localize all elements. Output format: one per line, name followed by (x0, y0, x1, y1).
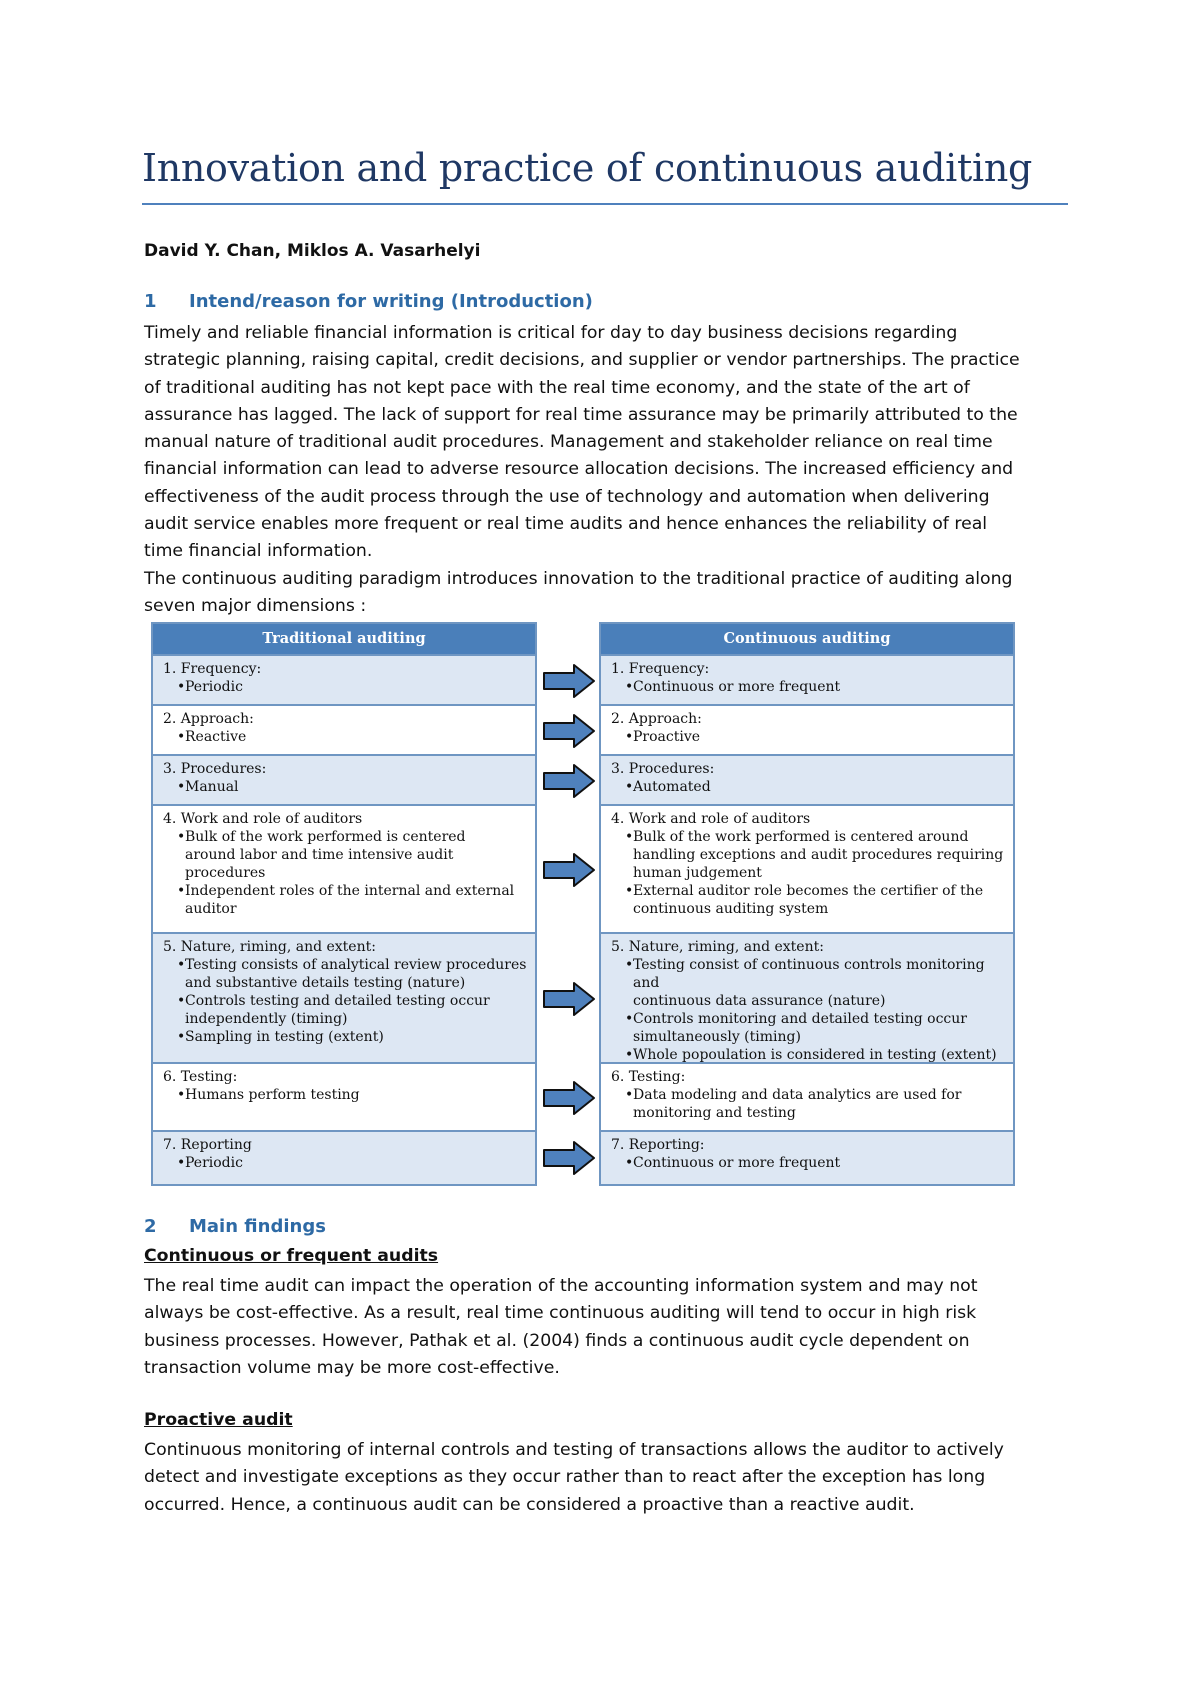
page-title: Innovation and practice of continuous auditing (142, 146, 1033, 190)
title-underline (142, 203, 1068, 205)
bullet-item: • Continuous or more frequent (611, 678, 1005, 696)
body-line: manual nature of traditional audit procedures. Management and stakeholder reliance on real time (144, 432, 993, 453)
bullet-item: • Testing consist of continuous controls monitoring and (611, 956, 1005, 992)
table-header: Traditional auditing (153, 624, 535, 656)
body-line: of traditional auditing has not kept pace with the real time economy, and the state of the art of (144, 377, 970, 398)
body-line: business processes. However, Pathak et al. (2004) finds a continuous audit cycle dependent on (144, 1330, 970, 1351)
bullet-item: • Controls testing and detailed testing occur (163, 992, 527, 1010)
row-label: 1. Frequency: (611, 661, 710, 677)
subheading-proactive-audit: Proactive audit (144, 1410, 293, 1430)
right-arrow-icon (542, 1140, 596, 1176)
row-label: 4. Work and role of auditors (163, 811, 363, 827)
body-line: occurred. Hence, a continuous audit can be considered a proactive than a reactive audit. (144, 1494, 915, 1515)
section-1-heading (144, 291, 593, 312)
bullet-item: • Automated (611, 778, 1005, 796)
section-1-body (144, 320, 1074, 620)
body-line: Timely and reliable financial information is critical for day to day business decisions regarding (144, 323, 958, 343)
row-label: 5. Nature, riming, and extent: (611, 939, 824, 955)
table-header: Continuous auditing (601, 624, 1013, 656)
bullet-continuation: and substantive details testing (nature) (185, 975, 466, 991)
bullet-item: • Continuous or more frequent (611, 1154, 1005, 1172)
row-label: 3. Procedures: (163, 761, 267, 777)
continuous-auditing-table (599, 622, 1015, 1186)
bullet-item: • Bulk of the work performed is centered around (611, 828, 1005, 846)
row-label: 4. Work and role of auditors (611, 811, 811, 827)
body-line: always be cost-effective. As a result, real time continuous auditing will tend to occur in high risk (144, 1303, 977, 1324)
bullet-continuation: monitoring and testing (633, 1105, 796, 1121)
row-label: 2. Approach: (611, 711, 702, 727)
bullet-continuation: continuous auditing system (633, 901, 829, 917)
bullet-item: • External auditor role becomes the certifier of the (611, 882, 1005, 900)
bullet-continuation: simultaneously (timing) (633, 1029, 801, 1045)
table-row (601, 806, 1013, 934)
row-label: 5. Nature, riming, and extent: (163, 939, 376, 955)
table-row (153, 934, 535, 1064)
right-arrow-icon (542, 852, 596, 888)
bullet-item: • Testing consists of analytical review procedures (163, 956, 527, 974)
bullet-item: • Bulk of the work performed is centered (163, 828, 527, 846)
bullet-item: • Sampling in testing (extent) (163, 1028, 527, 1046)
section-1-title: Intend/reason for writing (Introduction) (189, 291, 593, 312)
right-arrow-icon (542, 713, 596, 749)
body-line: transaction volume may be more cost-effective. (144, 1357, 560, 1378)
bullet-continuation: continuous data assurance (nature) (633, 993, 886, 1009)
bullet-item: • Proactive (611, 728, 1005, 746)
table-row (601, 1064, 1013, 1132)
bullet-item: • Data modeling and data analytics are used for (611, 1086, 1005, 1104)
body-line: effectiveness of the audit process through the use of technology and automation when delivering (144, 486, 990, 507)
body-line: strategic planning, raising capital, credit decisions, and supplier or vendor partnerships. The practice (144, 350, 1020, 371)
row-label: 1. Frequency: (163, 661, 262, 677)
subheading-continuous-audits: Continuous or frequent audits (144, 1246, 439, 1266)
body-line: financial information can lead to adverse resource allocation decisions. The increased efficiency and (144, 459, 1014, 480)
table-row (601, 706, 1013, 756)
right-arrow-icon (542, 1080, 596, 1116)
table-row (153, 756, 535, 806)
section-1-number: 1 (144, 291, 157, 312)
table-row (601, 756, 1013, 806)
bullet-item: • Periodic (163, 1154, 527, 1172)
bullet-item: • Periodic (163, 678, 527, 696)
bullet-continuation: human judgement (633, 865, 762, 881)
bullet-item: • Controls monitoring and detailed testing occur (611, 1010, 1005, 1028)
body-line: Continuous monitoring of internal controls and testing of transactions allows the auditor to actively (144, 1440, 1004, 1460)
bullet-continuation: auditor (185, 901, 237, 917)
body-line: The real time audit can impact the operation of the accounting information system and may not (144, 1276, 978, 1296)
bullet-item: • Humans perform testing (163, 1086, 527, 1104)
row-label: 6. Testing: (163, 1069, 238, 1085)
body-line: time financial information. (144, 541, 373, 562)
bullet-continuation: handling exceptions and audit procedures requiring (633, 847, 1004, 863)
table-row (153, 1132, 535, 1184)
body-line: detect and investigate exceptions as they occur rather than to react after the exception has long (144, 1467, 986, 1488)
body-line: The continuous auditing paradigm introduces innovation to the traditional practice of auditing along (144, 568, 1013, 589)
right-arrow-icon (542, 981, 596, 1017)
row-label: 2. Approach: (163, 711, 254, 727)
body-line: audit service enables more frequent or real time audits and hence enhances the reliability of real (144, 514, 988, 535)
bullet-item: • Whole popoulation is considered in testing (extent) (611, 1046, 1005, 1064)
section-2-title: Main findings (189, 1216, 326, 1237)
table-row (601, 656, 1013, 706)
right-arrow-icon (542, 663, 596, 699)
body-line: assurance has lagged. The lack of support for real time assurance may be primarily attributed to the (144, 404, 1018, 425)
row-label: 6. Testing: (611, 1069, 686, 1085)
table-row (153, 806, 535, 934)
table-row (601, 934, 1013, 1064)
bullet-item: • Reactive (163, 728, 527, 746)
section-2-number: 2 (144, 1216, 157, 1237)
traditional-auditing-table (151, 622, 537, 1186)
continuous-audits-body (144, 1273, 1074, 1382)
right-arrow-icon (542, 763, 596, 799)
row-label: 7. Reporting (163, 1137, 252, 1153)
authors: David Y. Chan, Miklos A. Vasarhelyi (144, 241, 481, 261)
row-label: 7. Reporting: (611, 1137, 705, 1153)
bullet-item: • Manual (163, 778, 527, 796)
body-line: seven major dimensions : (144, 595, 367, 616)
table-row (153, 656, 535, 706)
row-label: 3. Procedures: (611, 761, 715, 777)
table-row (153, 1064, 535, 1132)
table-row (153, 706, 535, 756)
bullet-continuation: independently (timing) (185, 1011, 348, 1027)
table-row (601, 1132, 1013, 1184)
bullet-item: • Independent roles of the internal and external (163, 882, 527, 900)
section-2-heading (144, 1216, 326, 1237)
proactive-audit-body (144, 1437, 1074, 1519)
bullet-continuation: around labor and time intensive audit procedures (185, 847, 454, 881)
